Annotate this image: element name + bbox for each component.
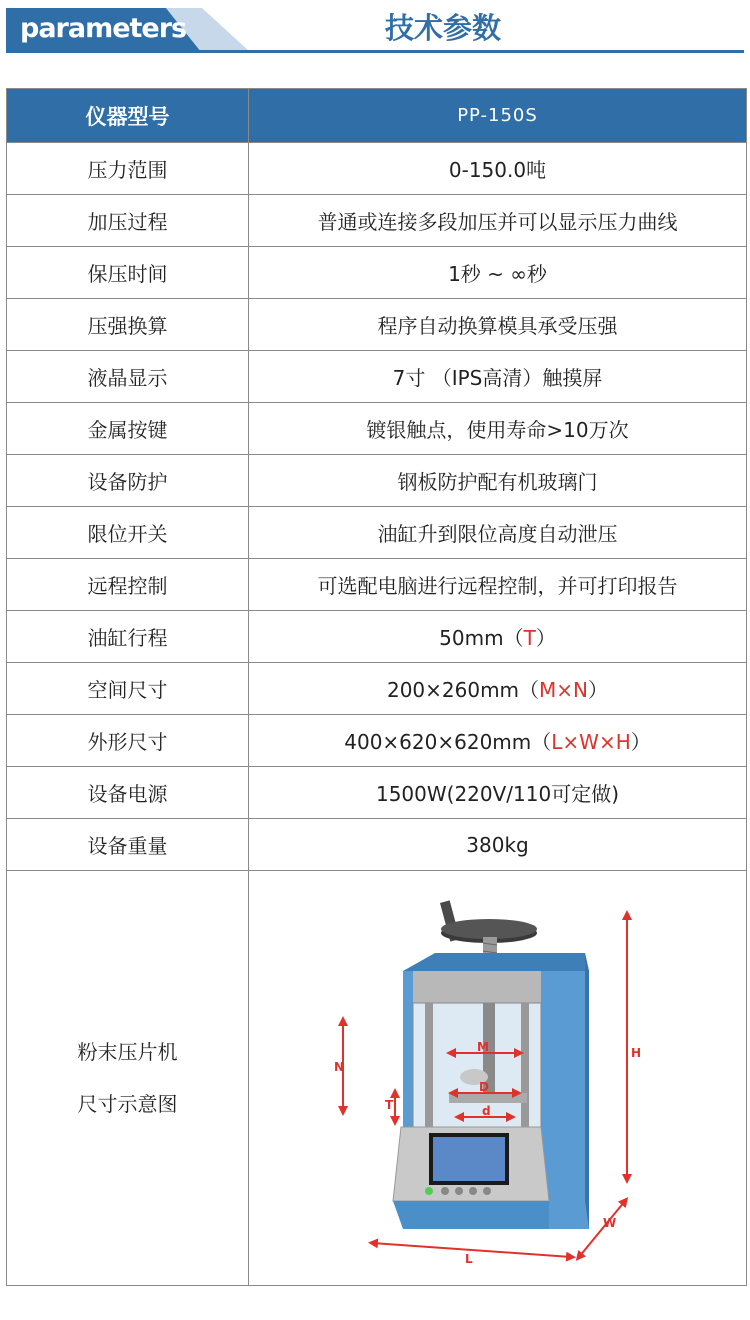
diagram-label-line: 尺寸示意图 [77,1092,178,1116]
spec-value [249,611,747,663]
spec-row [7,507,747,559]
spec-value: 钢板防护配有机玻璃门 [249,455,747,507]
dim-label-W: W [603,1216,617,1230]
spec-header-row [7,89,747,143]
spec-row [7,403,747,455]
dim-label-H: H [631,1046,642,1060]
spec-key: 压强换算 [7,299,249,351]
spec-key: 金属按键 [7,403,249,455]
spec-row [7,819,747,871]
machine-body [393,953,589,1229]
header-underline [6,50,744,53]
spec-value [249,715,747,767]
spec-value: 1500W(220V/110可定做) [249,767,747,819]
value-text: ） [535,626,556,650]
spec-row [7,715,747,767]
spec-row [7,455,747,507]
page-header [0,0,750,60]
spec-key: 加压过程 [7,195,249,247]
spec-value: 可选配电脑进行远程控制，并可打印报告 [249,559,747,611]
spec-key: 油缸行程 [7,611,249,663]
value-text: 200×260mm（ [386,678,540,702]
spec-row [7,247,747,299]
spec-row [7,299,747,351]
press-machine-illustration [249,871,747,1285]
value-dimension-code: M×N [539,678,589,702]
spec-value: 镀银触点，使用寿命>10万次 [249,403,747,455]
dim-label-d: d [482,1104,491,1118]
spec-row [7,559,747,611]
header-english-title: parameters [20,13,187,44]
dim-label-D: D [479,1080,489,1094]
spec-row [7,195,747,247]
spec-key: 仪器型号 [7,89,249,143]
dim-label-M: M [477,1040,489,1054]
diagram-label [7,871,249,1286]
diagram-cell [249,871,747,1286]
spec-table [6,88,747,1286]
diagram-label-line: 粉末压片机 [77,1040,178,1064]
dim-label-T: T [385,1098,394,1112]
spec-key: 空间尺寸 [7,663,249,715]
value-text: ） [588,678,609,702]
spec-key: 外形尺寸 [7,715,249,767]
spec-key: 远程控制 [7,559,249,611]
spec-key: 限位开关 [7,507,249,559]
spec-value: 油缸升到限位高度自动泄压 [249,507,747,559]
spec-row [7,767,747,819]
spec-row [7,663,747,715]
spec-value: 7寸 （IPS高清）触摸屏 [249,351,747,403]
dim-label-N: N [334,1060,345,1074]
spec-value [249,663,747,715]
diagram-row [7,871,747,1286]
spec-key: 保压时间 [7,247,249,299]
value-text: 400×620×620mm（ [344,730,552,754]
spec-key: 液晶显示 [7,351,249,403]
spec-value: 380kg [249,819,747,871]
spec-value: 0-150.0吨 [249,143,747,195]
spec-row [7,143,747,195]
spec-value: PP-150S [249,89,747,143]
dim-label-L: L [465,1252,473,1266]
value-dimension-code: L×W×H [551,730,631,754]
spec-row [7,611,747,663]
spec-value: 1秒 ~ ∞秒 [249,247,747,299]
spec-value: 程序自动换算模具承受压强 [249,299,747,351]
spec-key: 压力范围 [7,143,249,195]
spec-key: 设备重量 [7,819,249,871]
value-text: 50mm（ [439,626,524,650]
value-text: ） [630,730,651,754]
header-chinese-title: 技术参数 [385,11,502,45]
spec-row [7,351,747,403]
spec-key: 设备防护 [7,455,249,507]
spec-value: 普通或连接多段加压并可以显示压力曲线 [249,195,747,247]
value-dimension-code: T [523,626,536,650]
spec-key: 设备电源 [7,767,249,819]
